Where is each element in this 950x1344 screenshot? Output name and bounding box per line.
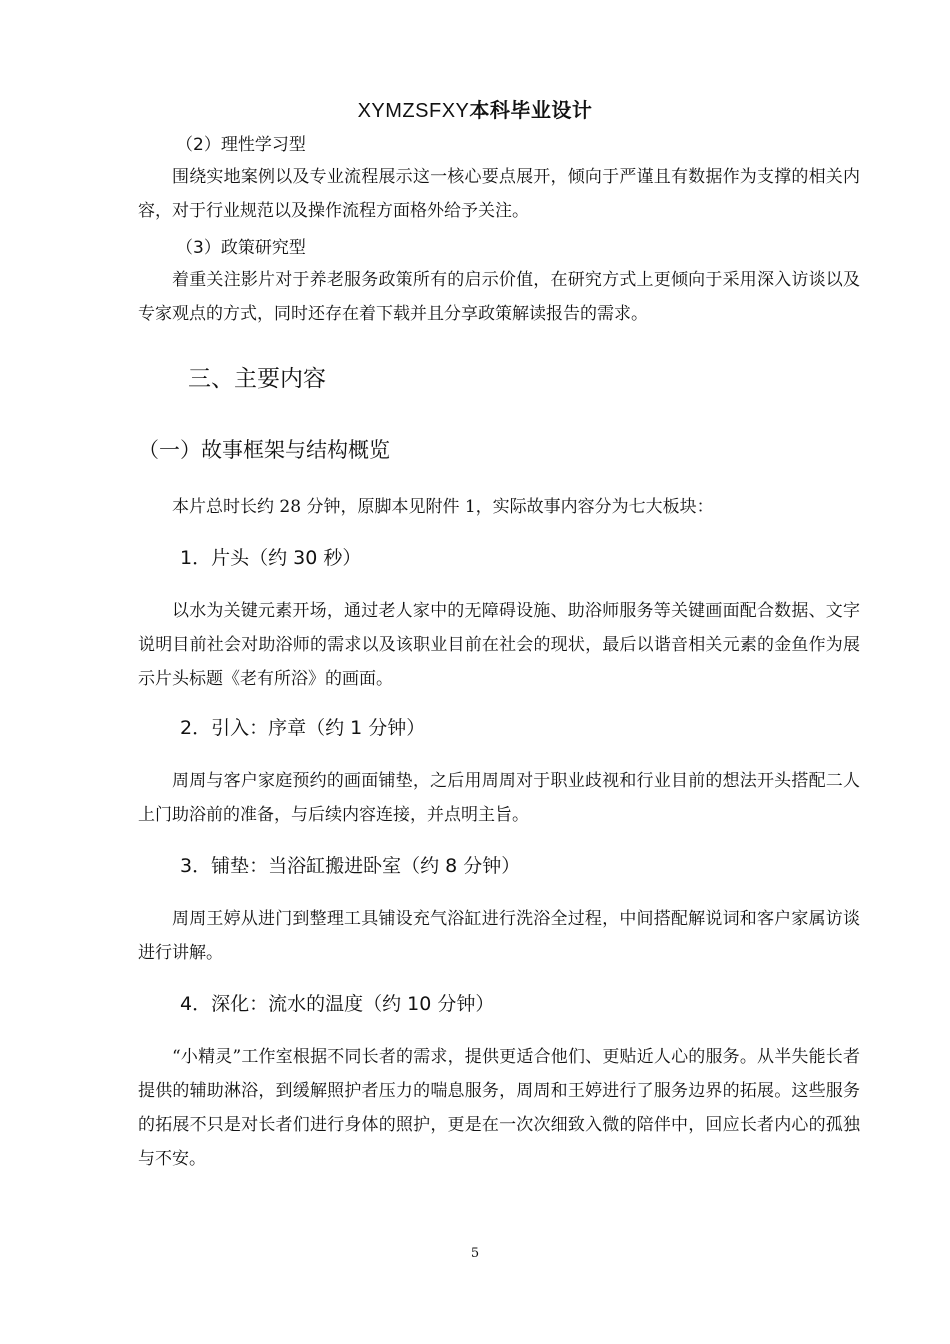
block-title-4: 4．深化：流水的温度（约 10 分钟） <box>180 993 495 1015</box>
header-code: XYMZSFXY <box>357 100 470 122</box>
block-title-1: 1．片头（约 30 秒） <box>180 547 362 569</box>
section-title: （一）故事框架与结构概览 <box>138 438 390 462</box>
paragraph-rational-learning: 围绕实地案例以及专业流程展示这一核心要点展开，倾向于严谨且有数据作为支撑的相关内容，对于行业规范以及操作流程方面格外给予关注。 <box>138 167 860 221</box>
subheading-rational-learning: （2）理性学习型 <box>176 135 306 155</box>
intro-paragraph: 本片总时长约 28 分钟，原脚本见附件 1，实际故事内容分为七大板块： <box>172 497 714 517</box>
chapter-title: 三、主要内容 <box>188 366 326 392</box>
paragraph-policy-research: 着重关注影片对于养老服务政策所有的启示价值，在研究方式上更倾向于采用深入访谈以及专家观点的方式，同时还存在着下载并且分享政策解读报告的需求。 <box>138 270 860 324</box>
page-header <box>0 94 950 123</box>
block-text-2: 周周与客户家庭预约的画面铺垫，之后用周周对于职业歧视和行业目前的想法开头搭配二人上门助浴前的准备，与后续内容连接，并点明主旨。 <box>138 771 860 825</box>
block-title-2: 2．引入：序章（约 1 分钟） <box>180 717 426 739</box>
block-text-3: 周周王婷从进门到整理工具铺设充气浴缸进行洗浴全过程，中间搭配解说词和客户家属访谈进行讲解。 <box>138 909 860 963</box>
block-text-4: “小精灵”工作室根据不同长者的需求，提供更适合他们、更贴近人心的服务。从半失能长者提供的辅助淋浴，到缓解照护者压力的喘息服务，周周和王婷进行了服务边界的拓展。这些服务的拓展不只是对长者们进行身体的照护，更是在一次次细致入微的陪伴中，回应长者内心的孤独与不安。 <box>138 1047 860 1169</box>
header-label: 本科毕业设计 <box>469 98 593 122</box>
block-text-1: 以水为关键元素开场，通过老人家中的无障碍设施、助浴师服务等关键画面配合数据、文字说明目前社会对助浴师的需求以及该职业目前在社会的现状，最后以谐音相关元素的金鱼作为展示片头标题《老有所浴》的画面。 <box>138 601 860 689</box>
page-number: 5 <box>470 1246 480 1261</box>
subheading-policy-research: （3）政策研究型 <box>176 238 306 258</box>
block-title-3: 3．铺垫：当浴缸搬进卧室（约 8 分钟） <box>180 855 521 877</box>
